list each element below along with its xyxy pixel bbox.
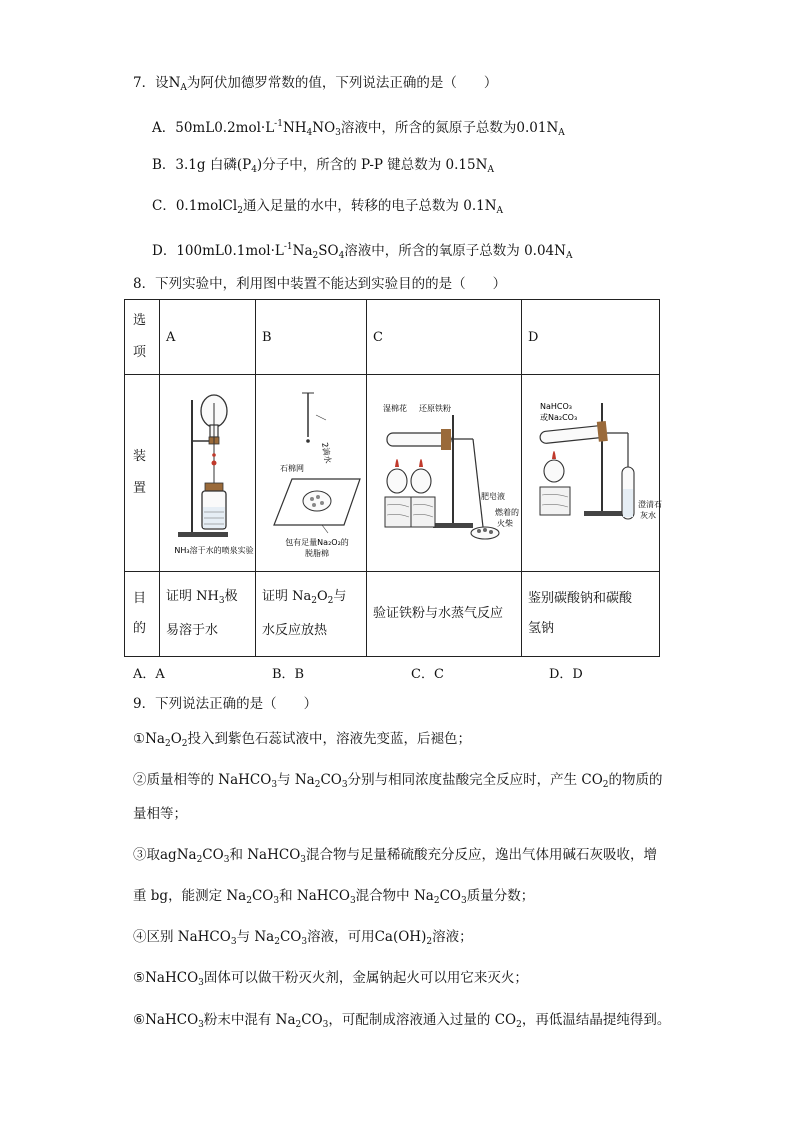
label-na2co3: 或Na₂CO₃ bbox=[540, 413, 578, 422]
purpose-b: 证明 $Na_2O_2$与 水反应放热 bbox=[256, 572, 367, 657]
label-asbestos-net: 石棉网 bbox=[280, 464, 304, 473]
q9-statement-3: ③取$agNa_2CO_3$和 NaHCO$_3$混合物与足量稀硫酸充分反应，逸出气体用碱石灰吸收，增 bbox=[133, 847, 657, 865]
apparatus-b bbox=[256, 375, 367, 572]
q8-choice-a: A．A bbox=[133, 667, 165, 682]
apparatus-a bbox=[160, 375, 256, 572]
caption-a: NH₃溶于水的喷泉实验 bbox=[174, 546, 254, 555]
q9-statement-1: $①Na_2O_2$投入到紫色石蕊试液中，溶液先变蓝，后褪色； bbox=[133, 731, 472, 749]
fountain-apparatus-figure bbox=[166, 375, 262, 571]
apparatus-c bbox=[367, 375, 522, 572]
label-limewater-line2: 灰水 bbox=[640, 511, 656, 520]
q9-statement-2: ②质量相等的 NaHCO$_3$与 $Na_2CO_3$分别与相同浓度盐酸完全反应时，产生 $CO_2$的物质的 bbox=[133, 772, 663, 790]
q9-statement-6: ⑥NaHCO$_3$粉末中混有 $Na_2CO_3$，可配制成溶液通入过量的 $CO_2$，再低温结晶提纯得到。 bbox=[133, 1012, 671, 1030]
iron-steam-figure bbox=[373, 375, 528, 571]
peroxide-water-figure bbox=[262, 375, 373, 571]
purpose-c: 验证铁粉与水蒸气反应 bbox=[367, 572, 522, 657]
q8-choice-d: D．D bbox=[549, 667, 583, 682]
label-limewater-line1: 澄清石 bbox=[638, 500, 662, 509]
col-header-b: B bbox=[256, 300, 367, 375]
col-header-c: C bbox=[367, 300, 522, 375]
carbonate-heating-figure bbox=[528, 375, 666, 571]
q7-option-d: D．$100mL0.1mol\cdot L^{-1}Na_2SO_4$溶液中，所含的氧原子总数为 $0.04N_A$ bbox=[152, 242, 573, 261]
q9-statement-5: ⑤NaHCO$_3$固体可以做干粉灭火剂，金属钠起火可以用它来灭火； bbox=[133, 970, 528, 988]
row-label-option: 选 项 bbox=[125, 300, 160, 375]
purpose-a: 证明 $NH_3$极 易溶于水 bbox=[160, 572, 256, 657]
q7-option-c: C．0.1molCl$_2$通入足量的水中，转移的电子总数为 $0.1N_A$ bbox=[152, 198, 504, 216]
apparatus-d bbox=[522, 375, 660, 572]
q7-stem: 7．设$N_A$为阿伏加德罗常数的值，下列说法正确的是（ ） bbox=[133, 75, 498, 93]
label-two-drops: 2滴水 bbox=[320, 441, 333, 465]
row-label-purpose: 目 的 bbox=[125, 572, 160, 657]
q8-choice-b: B．B bbox=[272, 667, 305, 682]
label-iron-powder: 还原铁粉 bbox=[419, 404, 451, 413]
experiment-table bbox=[124, 299, 660, 657]
purpose-d: 鉴别碳酸钠和碳酸 氢钠 bbox=[522, 572, 660, 657]
q9-statement-4: ④区别 NaHCO$_3$与 $Na_2CO_3$溶液，可用$Ca(OH)_2$溶液； bbox=[133, 929, 473, 947]
q8-stem: 8．下列实验中，利用图中装置不能达到实验目的的是（ ） bbox=[133, 276, 507, 292]
col-header-d: D bbox=[522, 300, 660, 375]
q7-option-b: B．3.1g 白磷$(P_4)$分子中，所含的 P-P 键总数为 $0.15N_A$ bbox=[152, 157, 494, 175]
q7-option-a: A．$50mL0.2mol\cdot L^{-1}NH_4NO_3$溶液中，所含的氮原子总数为$0.01N_A$ bbox=[152, 119, 565, 138]
col-header-a: A bbox=[160, 300, 256, 375]
q9-statement-2-cont: 量相等； bbox=[133, 806, 187, 822]
label-soap-solution: 肥皂液 bbox=[481, 492, 505, 501]
row-label-device: 装 置 bbox=[125, 375, 160, 572]
label-match-line1: 燃着的 bbox=[495, 508, 519, 517]
label-cotton-line1: 包有足量Na₂O₂的 bbox=[285, 538, 349, 547]
q9-stem: 9．下列说法正确的是（ ） bbox=[133, 696, 318, 712]
label-match-line2: 火柴 bbox=[497, 519, 513, 528]
label-cotton-line2: 脱脂棉 bbox=[305, 549, 329, 558]
label-wet-cotton: 湿棉花 bbox=[383, 404, 407, 413]
q8-choice-c: C．C bbox=[411, 667, 444, 682]
q9-statement-3-cont: 重 bg，能测定 $Na_2CO_3$和 NaHCO$_3$混合物中 $Na_2CO_3$质量分数； bbox=[133, 888, 535, 906]
label-nahco3: NaHCO₃ bbox=[540, 402, 572, 411]
